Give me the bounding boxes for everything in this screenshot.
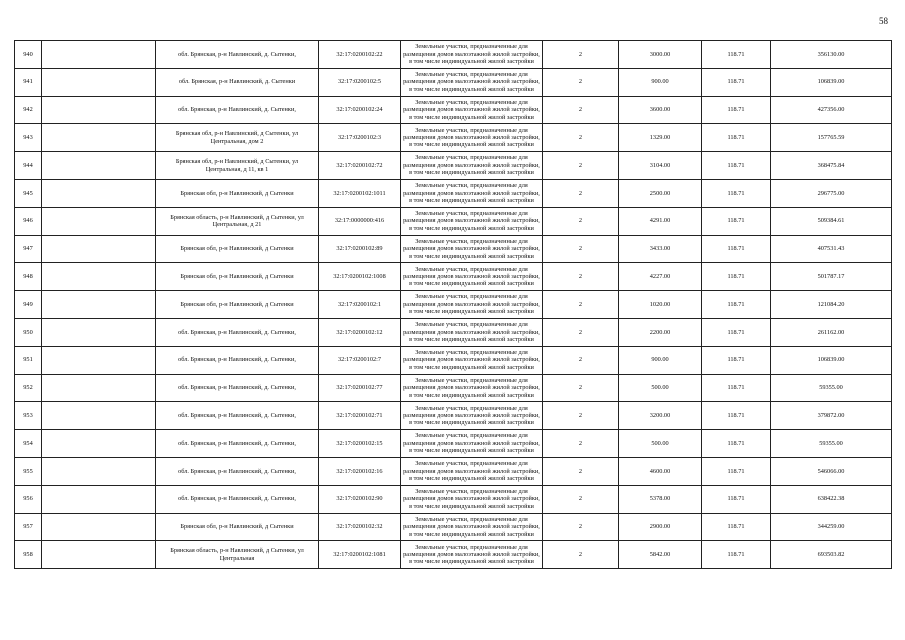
empty-cell bbox=[42, 152, 156, 180]
permitted-use-cell: Земельные участки, предназначенные для размещения домов малоэтажной жилой застройки, в том числе индивидуальной жилой застройки bbox=[401, 318, 543, 346]
area-cell: 4600.00 bbox=[619, 457, 702, 485]
cadastral-value-cell: 59355.00 bbox=[771, 430, 892, 458]
row-number-cell: 943 bbox=[15, 124, 42, 152]
table-row bbox=[15, 235, 892, 263]
area-cell: 3000.00 bbox=[619, 41, 702, 69]
area-cell: 1329.00 bbox=[619, 124, 702, 152]
category-cell: 2 bbox=[543, 124, 619, 152]
cadastral-number-cell: 32:17:0200102:3 bbox=[319, 124, 401, 152]
area-cell: 2900.00 bbox=[619, 513, 702, 541]
address-cell: обл. Брянская, р-н Навлинский, д. Сытенки, bbox=[156, 318, 319, 346]
row-number-cell: 942 bbox=[15, 96, 42, 124]
address-cell: Брянская обл, р-н Навлинский, д Сытенки bbox=[156, 291, 319, 319]
address-cell: Брянская обл, р-н Навлинский, д Сытенки, ул Центральная, дом 2 bbox=[156, 124, 319, 152]
permitted-use-cell: Земельные участки, предназначенные для размещения домов малоэтажной жилой застройки, в том числе индивидуальной жилой застройки bbox=[401, 457, 543, 485]
row-number-cell: 940 bbox=[15, 41, 42, 69]
empty-cell bbox=[42, 124, 156, 152]
permitted-use-cell: Земельные участки, предназначенные для размещения домов малоэтажной жилой застройки, в том числе индивидуальной жилой застройки bbox=[401, 96, 543, 124]
empty-cell bbox=[42, 179, 156, 207]
cadastral-value-cell: 693503.82 bbox=[771, 541, 892, 569]
row-number-cell: 949 bbox=[15, 291, 42, 319]
specific-value-cell: 118.71 bbox=[702, 263, 771, 291]
cadastral-number-cell: 32:17:0000000:416 bbox=[319, 207, 401, 235]
category-cell: 2 bbox=[543, 541, 619, 569]
area-cell: 2200.00 bbox=[619, 318, 702, 346]
cadastral-value-cell: 356130.00 bbox=[771, 41, 892, 69]
table-row bbox=[15, 207, 892, 235]
cadastral-number-cell: 32:17:0200102:32 bbox=[319, 513, 401, 541]
category-cell: 2 bbox=[543, 41, 619, 69]
permitted-use-cell: Земельные участки, предназначенные для размещения домов малоэтажной жилой застройки, в том числе индивидуальной жилой застройки bbox=[401, 402, 543, 430]
category-cell: 2 bbox=[543, 179, 619, 207]
row-number-cell: 957 bbox=[15, 513, 42, 541]
cadastral-value-cell: 106839.00 bbox=[771, 346, 892, 374]
empty-cell bbox=[42, 68, 156, 96]
specific-value-cell: 118.71 bbox=[702, 402, 771, 430]
cadastral-value-cell: 121084.20 bbox=[771, 291, 892, 319]
table-row bbox=[15, 152, 892, 180]
row-number-cell: 951 bbox=[15, 346, 42, 374]
cadastral-value-cell: 157765.59 bbox=[771, 124, 892, 152]
address-cell: Брянская обл, р-н Навлинский, д Сытенки bbox=[156, 263, 319, 291]
cadastral-number-cell: 32:17:0200102:5 bbox=[319, 68, 401, 96]
category-cell: 2 bbox=[543, 430, 619, 458]
address-cell: Брянская обл, р-н Навлинский, д Сытенки bbox=[156, 513, 319, 541]
category-cell: 2 bbox=[543, 291, 619, 319]
specific-value-cell: 118.71 bbox=[702, 291, 771, 319]
category-cell: 2 bbox=[543, 235, 619, 263]
empty-cell bbox=[42, 374, 156, 402]
table-row bbox=[15, 96, 892, 124]
empty-cell bbox=[42, 346, 156, 374]
specific-value-cell: 118.71 bbox=[702, 207, 771, 235]
cadastral-number-cell: 32:17:0200102:7 bbox=[319, 346, 401, 374]
row-number-cell: 955 bbox=[15, 457, 42, 485]
area-cell: 4291.00 bbox=[619, 207, 702, 235]
permitted-use-cell: Земельные участки, предназначенные для размещения домов малоэтажной жилой застройки, в том числе индивидуальной жилой застройки bbox=[401, 430, 543, 458]
permitted-use-cell: Земельные участки, предназначенные для размещения домов малоэтажной жилой застройки, в том числе индивидуальной жилой застройки bbox=[401, 152, 543, 180]
category-cell: 2 bbox=[543, 402, 619, 430]
cadastral-value-cell: 501787.17 bbox=[771, 263, 892, 291]
cadastral-number-cell: 32:17:0200102:1 bbox=[319, 291, 401, 319]
specific-value-cell: 118.71 bbox=[702, 96, 771, 124]
specific-value-cell: 118.71 bbox=[702, 68, 771, 96]
specific-value-cell: 118.71 bbox=[702, 318, 771, 346]
table-row bbox=[15, 124, 892, 152]
row-number-cell: 944 bbox=[15, 152, 42, 180]
empty-cell bbox=[42, 318, 156, 346]
cadastral-number-cell: 32:17:0200102:1008 bbox=[319, 263, 401, 291]
row-number-cell: 958 bbox=[15, 541, 42, 569]
address-cell: обл. Брянская, р-н Навлинский, д. Сытенки, bbox=[156, 457, 319, 485]
row-number-cell: 948 bbox=[15, 263, 42, 291]
area-cell: 900.00 bbox=[619, 346, 702, 374]
specific-value-cell: 118.71 bbox=[702, 374, 771, 402]
area-cell: 500.00 bbox=[619, 430, 702, 458]
empty-cell bbox=[42, 96, 156, 124]
permitted-use-cell: Земельные участки, предназначенные для размещения домов малоэтажной жилой застройки, в том числе индивидуальной жилой застройки bbox=[401, 207, 543, 235]
address-cell: обл. Брянская, р-н Навлинский, д. Сытенки, bbox=[156, 346, 319, 374]
row-number-cell: 941 bbox=[15, 68, 42, 96]
row-number-cell: 953 bbox=[15, 402, 42, 430]
cadastral-number-cell: 32:17:0200102:22 bbox=[319, 41, 401, 69]
category-cell: 2 bbox=[543, 457, 619, 485]
cadastral-value-cell: 344259.00 bbox=[771, 513, 892, 541]
empty-cell bbox=[42, 457, 156, 485]
category-cell: 2 bbox=[543, 152, 619, 180]
specific-value-cell: 118.71 bbox=[702, 457, 771, 485]
table-row bbox=[15, 318, 892, 346]
land-registry-table bbox=[14, 40, 892, 569]
permitted-use-cell: Земельные участки, предназначенные для размещения домов малоэтажной жилой застройки, в том числе индивидуальной жилой застройки bbox=[401, 541, 543, 569]
cadastral-value-cell: 509384.61 bbox=[771, 207, 892, 235]
row-number-cell: 956 bbox=[15, 485, 42, 513]
empty-cell bbox=[42, 541, 156, 569]
permitted-use-cell: Земельные участки, предназначенные для размещения домов малоэтажной жилой застройки, в том числе индивидуальной жилой застройки bbox=[401, 68, 543, 96]
specific-value-cell: 118.71 bbox=[702, 235, 771, 263]
cadastral-number-cell: 32:17:0200102:24 bbox=[319, 96, 401, 124]
cadastral-value-cell: 106839.00 bbox=[771, 68, 892, 96]
cadastral-number-cell: 32:17:0200102:12 bbox=[319, 318, 401, 346]
permitted-use-cell: Земельные участки, предназначенные для размещения домов малоэтажной жилой застройки, в том числе индивидуальной жилой застройки bbox=[401, 291, 543, 319]
permitted-use-cell: Земельные участки, предназначенные для размещения домов малоэтажной жилой застройки, в том числе индивидуальной жилой застройки bbox=[401, 346, 543, 374]
category-cell: 2 bbox=[543, 513, 619, 541]
specific-value-cell: 118.71 bbox=[702, 152, 771, 180]
cadastral-number-cell: 32:17:0200102:15 bbox=[319, 430, 401, 458]
specific-value-cell: 118.71 bbox=[702, 346, 771, 374]
table-row bbox=[15, 346, 892, 374]
area-cell: 1020.00 bbox=[619, 291, 702, 319]
address-cell: обл. Брянская, р-н Навлинский, д. Сытенки, bbox=[156, 485, 319, 513]
cadastral-value-cell: 379872.00 bbox=[771, 402, 892, 430]
permitted-use-cell: Земельные участки, предназначенные для размещения домов малоэтажной жилой застройки, в том числе индивидуальной жилой застройки bbox=[401, 235, 543, 263]
cadastral-value-cell: 368475.84 bbox=[771, 152, 892, 180]
cadastral-number-cell: 32:17:0200102:16 bbox=[319, 457, 401, 485]
empty-cell bbox=[42, 207, 156, 235]
specific-value-cell: 118.71 bbox=[702, 41, 771, 69]
cadastral-number-cell: 32:17:0200102:1081 bbox=[319, 541, 401, 569]
table-row bbox=[15, 457, 892, 485]
area-cell: 5842.00 bbox=[619, 541, 702, 569]
area-cell: 5378.00 bbox=[619, 485, 702, 513]
category-cell: 2 bbox=[543, 485, 619, 513]
empty-cell bbox=[42, 41, 156, 69]
address-cell: обл. Брянская, р-н Навлинский, д. Сытенки, bbox=[156, 41, 319, 69]
address-cell: обл. Брянская, р-н Навлинский, д. Сытенки, bbox=[156, 374, 319, 402]
table-row bbox=[15, 541, 892, 569]
cadastral-value-cell: 59355.00 bbox=[771, 374, 892, 402]
table-row bbox=[15, 41, 892, 69]
row-number-cell: 952 bbox=[15, 374, 42, 402]
specific-value-cell: 118.71 bbox=[702, 179, 771, 207]
specific-value-cell: 118.71 bbox=[702, 124, 771, 152]
address-cell: обл. Брянская, р-н Навлинский, д. Сытенки, bbox=[156, 430, 319, 458]
table-row bbox=[15, 513, 892, 541]
cadastral-value-cell: 427356.00 bbox=[771, 96, 892, 124]
table-row bbox=[15, 291, 892, 319]
category-cell: 2 bbox=[543, 207, 619, 235]
cadastral-number-cell: 32:17:0200102:71 bbox=[319, 402, 401, 430]
area-cell: 4227.00 bbox=[619, 263, 702, 291]
permitted-use-cell: Земельные участки, предназначенные для размещения домов малоэтажной жилой застройки, в том числе индивидуальной жилой застройки bbox=[401, 263, 543, 291]
area-cell: 3433.00 bbox=[619, 235, 702, 263]
cadastral-value-cell: 638422.38 bbox=[771, 485, 892, 513]
table-row bbox=[15, 179, 892, 207]
table-row bbox=[15, 263, 892, 291]
permitted-use-cell: Земельные участки, предназначенные для размещения домов малоэтажной жилой застройки, в том числе индивидуальной жилой застройки bbox=[401, 513, 543, 541]
address-cell: Брянская область, р-н Навлинский, д Сытенки, ул Центральная, д 21 bbox=[156, 207, 319, 235]
category-cell: 2 bbox=[543, 263, 619, 291]
area-cell: 500.00 bbox=[619, 374, 702, 402]
cadastral-value-cell: 407531.43 bbox=[771, 235, 892, 263]
table-row bbox=[15, 374, 892, 402]
page-number: 58 bbox=[879, 16, 888, 26]
cadastral-value-cell: 546066.00 bbox=[771, 457, 892, 485]
table-row bbox=[15, 402, 892, 430]
address-cell: Брянская область, р-н Навлинский, д Сытенки, ул Центральная bbox=[156, 541, 319, 569]
address-cell: Брянская обл, р-н Навлинский, д Сытенки, ул Центральная, д 11, кв 1 bbox=[156, 152, 319, 180]
specific-value-cell: 118.71 bbox=[702, 541, 771, 569]
cadastral-number-cell: 32:17:0200102:72 bbox=[319, 152, 401, 180]
cadastral-number-cell: 32:17:0200102:1011 bbox=[319, 179, 401, 207]
specific-value-cell: 118.71 bbox=[702, 513, 771, 541]
area-cell: 3600.00 bbox=[619, 96, 702, 124]
category-cell: 2 bbox=[543, 318, 619, 346]
cadastral-number-cell: 32:17:0200102:90 bbox=[319, 485, 401, 513]
table-row bbox=[15, 430, 892, 458]
empty-cell bbox=[42, 235, 156, 263]
specific-value-cell: 118.71 bbox=[702, 485, 771, 513]
cadastral-value-cell: 296775.00 bbox=[771, 179, 892, 207]
area-cell: 900.00 bbox=[619, 68, 702, 96]
empty-cell bbox=[42, 485, 156, 513]
area-cell: 3104.00 bbox=[619, 152, 702, 180]
address-cell: Брянская обл, р-н Навлинский, д Сытенки bbox=[156, 179, 319, 207]
table-row bbox=[15, 485, 892, 513]
category-cell: 2 bbox=[543, 96, 619, 124]
empty-cell bbox=[42, 513, 156, 541]
empty-cell bbox=[42, 263, 156, 291]
category-cell: 2 bbox=[543, 68, 619, 96]
address-cell: обл. Брянская, р-н Навлинский, д. Сытенки bbox=[156, 68, 319, 96]
empty-cell bbox=[42, 291, 156, 319]
area-cell: 2500.00 bbox=[619, 179, 702, 207]
permitted-use-cell: Земельные участки, предназначенные для размещения домов малоэтажной жилой застройки, в том числе индивидуальной жилой застройки bbox=[401, 124, 543, 152]
empty-cell bbox=[42, 402, 156, 430]
area-cell: 3200.00 bbox=[619, 402, 702, 430]
row-number-cell: 946 bbox=[15, 207, 42, 235]
row-number-cell: 945 bbox=[15, 179, 42, 207]
cadastral-number-cell: 32:17:0200102:89 bbox=[319, 235, 401, 263]
permitted-use-cell: Земельные участки, предназначенные для размещения домов малоэтажной жилой застройки, в том числе индивидуальной жилой застройки bbox=[401, 41, 543, 69]
permitted-use-cell: Земельные участки, предназначенные для размещения домов малоэтажной жилой застройки, в том числе индивидуальной жилой застройки bbox=[401, 485, 543, 513]
category-cell: 2 bbox=[543, 374, 619, 402]
row-number-cell: 954 bbox=[15, 430, 42, 458]
address-cell: обл. Брянская, р-н Навлинский, д. Сытенки, bbox=[156, 402, 319, 430]
cadastral-number-cell: 32:17:0200102:77 bbox=[319, 374, 401, 402]
empty-cell bbox=[42, 430, 156, 458]
table-row bbox=[15, 68, 892, 96]
address-cell: обл. Брянская, р-н Навлинский, д. Сытенки, bbox=[156, 96, 319, 124]
row-number-cell: 950 bbox=[15, 318, 42, 346]
cadastral-value-cell: 261162.00 bbox=[771, 318, 892, 346]
row-number-cell: 947 bbox=[15, 235, 42, 263]
permitted-use-cell: Земельные участки, предназначенные для размещения домов малоэтажной жилой застройки, в том числе индивидуальной жилой застройки bbox=[401, 179, 543, 207]
address-cell: Брянская обл, р-н Навлинский, д Сытенки bbox=[156, 235, 319, 263]
permitted-use-cell: Земельные участки, предназначенные для размещения домов малоэтажной жилой застройки, в том числе индивидуальной жилой застройки bbox=[401, 374, 543, 402]
category-cell: 2 bbox=[543, 346, 619, 374]
specific-value-cell: 118.71 bbox=[702, 430, 771, 458]
